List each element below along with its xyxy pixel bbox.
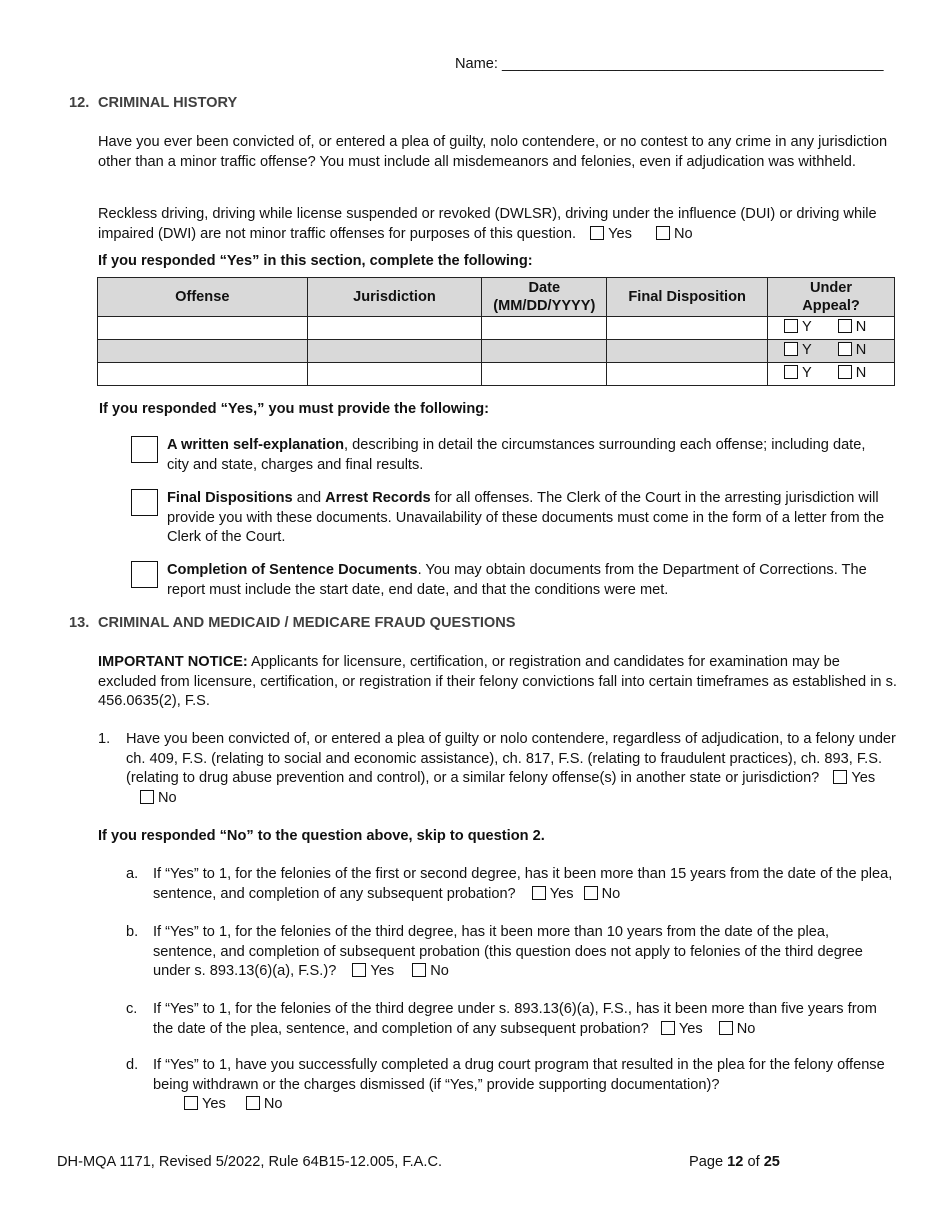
section-12-question: Have you ever been convicted of, or entered a plea of guilty, nolo contendere, or no contest to any crime in any jurisdiction other than a minor traffic offense? You must include all misdemeanors and felonies, even if adjudication was withheld. xyxy=(98,134,888,170)
q1 xyxy=(126,730,898,808)
qb-yes-checkbox[interactable] xyxy=(352,963,366,977)
appeal-y-checkbox[interactable] xyxy=(784,319,798,333)
qa-no-option[interactable] xyxy=(584,886,621,902)
skip-note: If you responded “No” to the question above, skip to question 2. xyxy=(98,828,545,844)
dispositions-item xyxy=(167,489,887,548)
appeal-n-option[interactable] xyxy=(838,341,867,361)
provide-heading: If you responded “Yes,” you must provide the following: xyxy=(99,401,490,417)
qc-no-option[interactable] xyxy=(719,1021,756,1037)
self-explanation-text: , describing in detail the circumstances surrounding each offense; including date, city and state, charges and final results. xyxy=(167,437,866,473)
offense-cell[interactable] xyxy=(98,340,308,363)
section-13-number: 13. xyxy=(69,615,90,631)
qb-text: If “Yes” to 1, for the felonies of the third degree, has it been more than 10 years from the date of the plea, sentence, and completion of subsequent probation (this question does not apply to felonies of the third degree under s. 893.13(6)(a), F.S.)? xyxy=(153,924,863,979)
qb-letter: b. xyxy=(126,924,139,940)
disposition-cell[interactable] xyxy=(607,363,768,386)
appeal-n-checkbox[interactable] xyxy=(838,342,852,356)
page-total: 25 xyxy=(763,1154,780,1170)
qa-no-label: No xyxy=(601,885,621,902)
dispositions-title: Final Dispositions xyxy=(167,490,293,506)
qc-letter: c. xyxy=(126,1001,138,1017)
qa-text: If “Yes” to 1, for the felonies of the first or second degree, has it been more than 15 years from the date of the plea, sentence, and completion of any subsequent probation? xyxy=(153,866,893,902)
page-indicator xyxy=(689,1153,780,1173)
offense-cell[interactable] xyxy=(98,363,308,386)
page-word: Page xyxy=(689,1154,724,1170)
sentence-docs-title: Completion of Sentence Documents xyxy=(167,562,418,578)
s12-no-checkbox[interactable] xyxy=(656,226,670,240)
appeal-n-option[interactable] xyxy=(838,364,867,384)
appeal-y-label: Y xyxy=(802,319,812,336)
date-cell[interactable] xyxy=(482,317,607,340)
appeal-y-option[interactable] xyxy=(784,318,812,338)
appeal-n-label: N xyxy=(855,365,867,382)
col-jurisdiction: Jurisdiction xyxy=(307,278,482,317)
qd-text: If “Yes” to 1, have you successfully completed a drug court program that resulted in the plea for the felony offense being withdrawn or the charges dismissed (if “Yes,” provide supporting documentation)? xyxy=(153,1057,885,1093)
self-explanation-title: A written self-explanation xyxy=(167,437,345,453)
criminal-history-table xyxy=(97,277,895,386)
offense-cell[interactable] xyxy=(98,317,308,340)
date-cell[interactable] xyxy=(482,340,607,363)
qa-yes-option[interactable] xyxy=(532,886,574,902)
qc-yes-checkbox[interactable] xyxy=(661,1021,675,1035)
q1-no-checkbox[interactable] xyxy=(140,790,154,804)
qc-yes-option[interactable] xyxy=(661,1021,703,1037)
appeal-n-option[interactable] xyxy=(838,318,867,338)
section-12-traffic-note xyxy=(98,205,893,244)
qa-no-checkbox[interactable] xyxy=(584,886,598,900)
q1-no-option[interactable] xyxy=(140,790,177,806)
appeal-cell xyxy=(768,317,895,340)
jurisdiction-cell[interactable] xyxy=(307,340,482,363)
table-row xyxy=(98,317,895,340)
appeal-y-checkbox[interactable] xyxy=(784,342,798,356)
jurisdiction-cell[interactable] xyxy=(307,317,482,340)
appeal-y-label: Y xyxy=(802,342,812,359)
qd-no-checkbox[interactable] xyxy=(246,1096,260,1110)
table-row xyxy=(98,340,895,363)
qb-no-option[interactable] xyxy=(412,963,449,979)
traffic-note-text: Reckless driving, driving while license suspended or revoked (DWLSR), driving under the influence (DUI) or driving while impaired (DWI) are not minor traffic offenses for purposes of this question. xyxy=(98,206,877,242)
qd-yes-checkbox[interactable] xyxy=(184,1096,198,1110)
table-row xyxy=(98,363,895,386)
form-id: DH-MQA 1171, Revised 5/2022, Rule 64B15-12.005, F.A.C. xyxy=(57,1154,443,1170)
qb xyxy=(153,923,873,982)
appeal-n-checkbox[interactable] xyxy=(838,319,852,333)
disposition-cell[interactable] xyxy=(607,340,768,363)
qb-no-label: No xyxy=(430,963,449,979)
important-notice xyxy=(98,653,898,712)
q1-text: Have you been convicted of, or entered a plea of guilty or nolo contendere, regardless of adjudication, to a felony under ch. 409, F.S. (relating to social and economic assistance), ch. 817, F.S. (relating to fraudulent practices), ch. 893, F.S. (relating to drug abuse prevention and control), or a similar felony offense(s) in another state or jurisdiction? xyxy=(126,731,896,786)
qc xyxy=(153,1000,898,1039)
dispositions-and: and xyxy=(292,490,326,506)
qb-yes-option[interactable] xyxy=(352,963,394,979)
s12-yes-option[interactable] xyxy=(590,226,632,242)
q1-yes-label: Yes xyxy=(851,770,876,786)
jurisdiction-cell[interactable] xyxy=(307,363,482,386)
dispositions-text: for all offenses. The Clerk of the Court in the arresting jurisdiction will provide you with these documents. Unavailability of these documents must come in the form of a letter from the Clerk of the Court. xyxy=(167,490,885,545)
appeal-n-checkbox[interactable] xyxy=(838,365,852,379)
qd-yes-option[interactable] xyxy=(184,1096,226,1112)
s12-yes-checkbox[interactable] xyxy=(590,226,604,240)
qa-letter: a. xyxy=(126,866,139,882)
col-final-disposition: Final Disposition xyxy=(607,278,768,317)
col-date: Date (MM/DD/YYYY) xyxy=(482,278,607,317)
name-field[interactable] xyxy=(455,55,884,75)
appeal-y-option[interactable] xyxy=(784,364,812,384)
appeal-y-checkbox[interactable] xyxy=(784,365,798,379)
q1-no-label: No xyxy=(158,789,177,806)
sentence-docs-text: . You may obtain documents from the Department of Corrections. The report must include the start date, end date, and that the conditions were met. xyxy=(167,562,867,598)
qa xyxy=(153,865,893,904)
name-label: Name: _______________________________________________ xyxy=(455,56,884,72)
qc-no-label: No xyxy=(736,1020,756,1037)
appeal-y-option[interactable] xyxy=(784,341,812,361)
date-cell[interactable] xyxy=(482,363,607,386)
q1-yes-option[interactable] xyxy=(833,770,875,786)
qc-no-checkbox[interactable] xyxy=(719,1021,733,1035)
s12-yes-label: Yes xyxy=(608,225,632,242)
disposition-cell[interactable] xyxy=(607,317,768,340)
qd-letter: d. xyxy=(126,1057,139,1073)
self-explanation-item xyxy=(167,436,887,475)
s12-no-option[interactable] xyxy=(656,226,693,242)
appeal-cell xyxy=(768,340,895,363)
q1-number: 1. xyxy=(98,731,111,747)
notice-text: Applicants for licensure, certification, or registration and candidates for examination may be excluded from licensure, certification, or registration if their felony convictions fall into certain timeframes as established in s. 456.0635(2), F.S. xyxy=(98,654,897,709)
self-explanation-checkbox[interactable] xyxy=(131,436,158,463)
qd-no-label: No xyxy=(263,1096,283,1112)
page-number: 12 xyxy=(727,1154,744,1170)
appeal-y-label: Y xyxy=(802,365,812,382)
col-under-appeal: Under Appeal? xyxy=(768,278,895,317)
sentence-docs-checkbox[interactable] xyxy=(131,561,158,588)
s12-no-label: No xyxy=(673,225,693,242)
of-word: of xyxy=(747,1154,760,1170)
qb-no-checkbox[interactable] xyxy=(412,963,426,977)
qc-yes-label: Yes xyxy=(678,1020,703,1037)
sentence-docs-item xyxy=(167,561,892,600)
dispositions-checkbox[interactable] xyxy=(131,489,158,516)
qb-yes-label: Yes xyxy=(370,963,395,979)
qd-no-option[interactable] xyxy=(246,1096,283,1112)
qa-yes-label: Yes xyxy=(549,885,574,902)
section-12-number: 12. xyxy=(69,95,90,111)
section-13-title: CRIMINAL AND MEDICAID / MEDICARE FRAUD QUESTIONS xyxy=(98,615,516,631)
appeal-n-label: N xyxy=(855,342,867,359)
notice-label: IMPORTANT NOTICE: xyxy=(98,654,248,670)
q1-yes-checkbox[interactable] xyxy=(833,770,847,784)
appeal-cell xyxy=(768,363,895,386)
qd-yes-label: Yes xyxy=(202,1096,226,1112)
appeal-n-label: N xyxy=(855,319,867,336)
complete-heading: If you responded “Yes” in this section, complete the following: xyxy=(98,253,533,269)
qa-yes-checkbox[interactable] xyxy=(532,886,546,900)
section-12-title: CRIMINAL HISTORY xyxy=(98,95,238,111)
qc-text: If “Yes” to 1, for the felonies of the third degree under s. 893.13(6)(a), F.S., has it been more than five years from the date of the plea, sentence, and completion of any subsequent probation? xyxy=(153,1001,877,1037)
col-offense: Offense xyxy=(98,278,308,317)
arrest-records-title: Arrest Records xyxy=(325,490,431,506)
table-header-row xyxy=(98,278,895,317)
qd-options xyxy=(184,1095,283,1115)
